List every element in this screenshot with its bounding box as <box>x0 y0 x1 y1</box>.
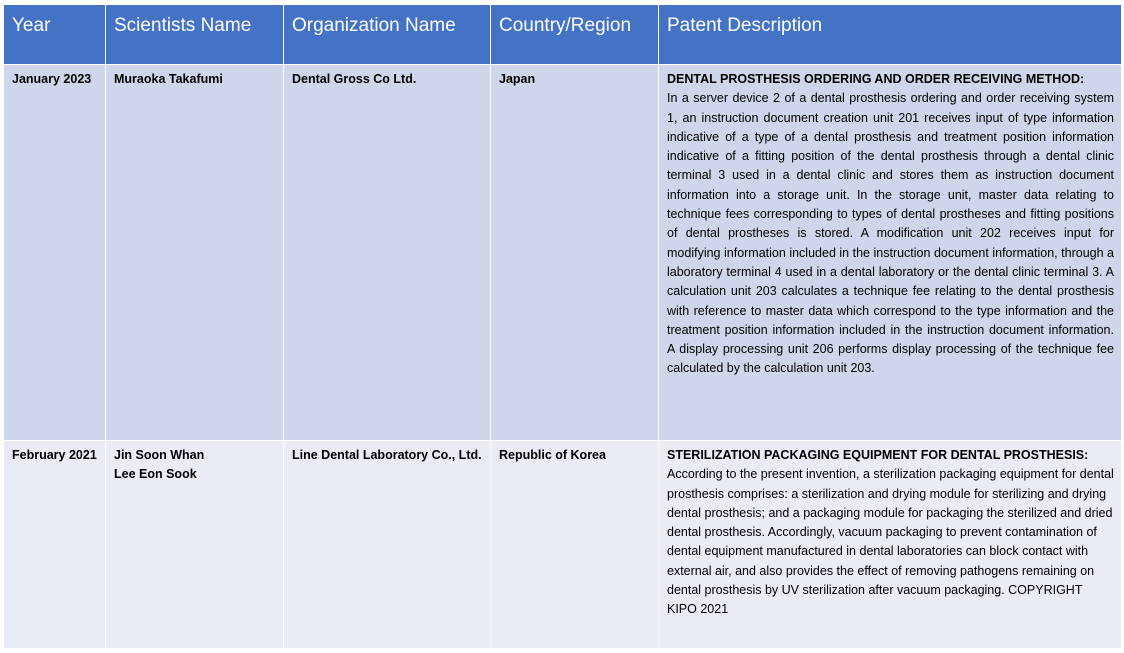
patent-table <box>3 4 1122 649</box>
patent-body: In a server device 2 of a dental prosthesis ordering and order receiving system 1, an instruction document creation unit 201 receives input of type information indicative of a type of a dental prosthesis and treatment position information indicative of a fitting position of the dental prosthesis through a dental clinic terminal 3 used in a dental clinic and stores them as instruction document information into a storage unit. In the storage unit, master data relating to technique fees corresponding to types of dental prostheses and fitting positions of dental prostheses is stored. A modification unit 202 receives input for modifying information included in the instruction document information, through a laboratory terminal 4 used in a dental laboratory or the dental clinic terminal 3. A calculation unit 203 calculates a technique fee relating to the dental prosthesis with reference to master data which correspond to the type information and the treatment position information included in the instruction document information. A display processing unit 206 performs display processing of the technique fee calculated by the calculation unit 203. <box>667 91 1114 376</box>
patent-description-cell <box>659 65 1122 441</box>
scientists-cell <box>106 441 284 649</box>
patent-title: STERILIZATION PACKAGING EQUIPMENT FOR DENTAL PROSTHESIS: <box>667 448 1089 462</box>
header-scientists-name: Scientists Name <box>106 5 284 65</box>
scientist-name: Lee Eon Sook <box>114 467 197 482</box>
patent-title: DENTAL PROSTHESIS ORDERING AND ORDER RECEIVING METHOD: <box>667 72 1085 86</box>
scientist-name: Jin Soon Whan <box>114 448 205 462</box>
table-row <box>4 441 1122 649</box>
country-cell: Republic of Korea <box>491 441 659 649</box>
organization-cell: Line Dental Laboratory Co., Ltd. <box>284 441 491 649</box>
year-cell: February 2021 <box>4 441 106 649</box>
patent-description-cell <box>659 441 1122 649</box>
header-year: Year <box>4 5 106 65</box>
organization-cell: Dental Gross Co Ltd. <box>284 65 491 441</box>
header-row <box>4 5 1122 65</box>
country-cell: Japan <box>491 65 659 441</box>
header-organization-name: Organization Name <box>284 5 491 65</box>
patent-body: According to the present invention, a sterilization packaging equipment for dental prosthesis comprises: a sterilization and drying module for sterilizing and drying dental prosthesis; and a packaging module for packaging the sterilized and dried dental prosthesis. Accordingly, vacuum packaging to prevent contamination of dental equipment manufactured in dental laboratories can block contact with external air, and also provides the effect of removing pathogens remaining on dental prosthesis by UV sterilization after vacuum packaging. COPYRIGHT KIPO 2021 <box>667 467 1114 617</box>
scientists-cell <box>106 65 284 441</box>
table-row <box>4 65 1122 441</box>
header-patent-description: Patent Description <box>659 5 1122 65</box>
year-cell: January 2023 <box>4 65 106 441</box>
header-country-region: Country/Region <box>491 5 659 65</box>
scientist-name: Muraoka Takafumi <box>114 72 223 86</box>
